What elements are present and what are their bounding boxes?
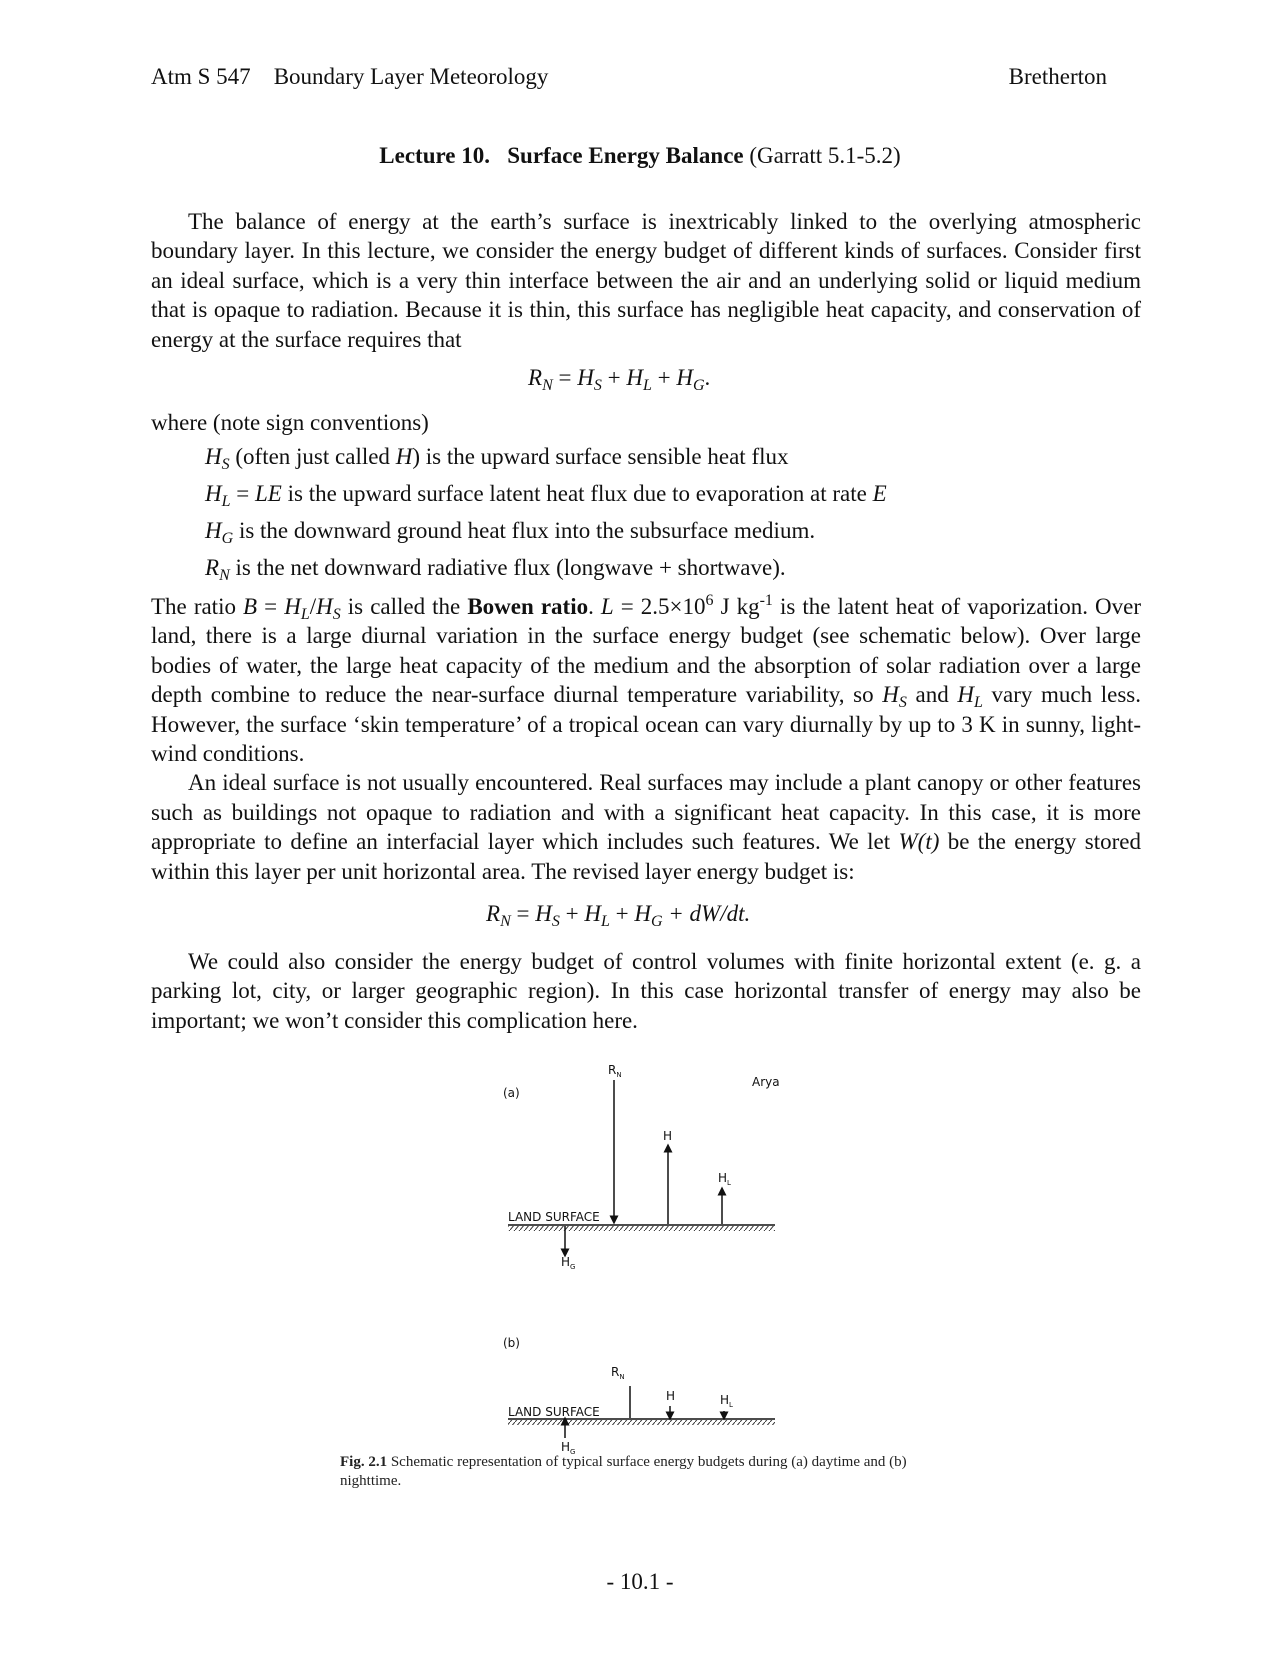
control-volume-paragraph: We could also consider the energy budget of control volumes with finite horizontal extent (e. g. a parking lot, city, or larger geographic region). In this case horizontal transfer of energy may also be important; we won’t consider this complication here. <box>151 949 1141 1033</box>
bowen-paragraph: The ratio $B = H_L/H_S$ is called the Bowen ratio. $L = 2.5\times 10^6$ J $kg^{-1}$ is the latent heat of vaporization. Over land, there is a large diurnal variation in the surface energy budget (see schematic below). Over large bodies of water, the large heat capacity of the medium and the absorption of solar radiation over a large depth combine to reduce the near-surface diurnal temperature variability, so $H_S$ and $H_L$ vary much less. However, the surface ‘skin temperature’ of a tropical ocean can vary diurnally by up to 3 K in sunny, light-wind conditions. An ideal surface is not usually encountered. Real surfaces may include a plant canopy or other features such as buildings not opaque to radiation and with a significant heat capacity. In this case, it is more appropriate to define an interfacial layer which includes such features. We let W(t) be the energy stored within this layer per unit horizontal area. The revised layer energy budget is: <box>151 592 1141 886</box>
ground-hatch-a <box>508 1226 775 1231</box>
lecture-number: Lecture 10. <box>379 143 490 168</box>
hg-label-b: $H_G$ <box>561 1440 576 1456</box>
course-code: Atm S 547 <box>151 64 251 89</box>
header-author: Bretherton <box>1008 64 1107 89</box>
course-title: Boundary Layer Meteorology <box>273 64 549 89</box>
hl-label-a: $H_L$ <box>718 1171 731 1187</box>
caption-text: Schematic representation of typical surface energy budgets during (a) daytime and (b) nighttime. <box>340 1454 907 1489</box>
panel-a-label: (a) <box>503 1086 520 1100</box>
land-surface-label-b: LAND SURFACE <box>508 1405 600 1419</box>
definition-rn: $R_N$ is the net downward radiative flux (longwave + shortwave). <box>205 555 786 584</box>
equation-layer-balance: $R_N = H_S + H_L + H_G + dW/dt$. <box>486 901 751 930</box>
panel-b-label: (b) <box>503 1336 520 1350</box>
h-label-a: H <box>663 1129 673 1143</box>
bowen-ratio-term: Bowen ratio <box>467 594 589 619</box>
ideal-surface-paragraph: An ideal surface is not usually encountered. Real surfaces may include a plant canopy or other features such as buildings not opaque to radiation and with a significant heat capacity. In this case, it is more appropriate to define an interfacial layer which includes such features. We let W(t) be the energy stored within this layer per unit horizontal area. The revised layer energy budget is: <box>151 770 1141 884</box>
equation-surface-balance: $R_N = H_S + H_L + H_G$. <box>528 365 711 394</box>
rn-label-a: $R_N$ <box>608 1063 622 1079</box>
land-surface-label-a: LAND SURFACE <box>508 1210 600 1224</box>
rn-label-b: $R_N$ <box>611 1365 625 1381</box>
h-label-b: H <box>666 1389 676 1403</box>
ground-hatch-b <box>508 1420 775 1425</box>
definition-hs: $H_S$ (often just called H) is the upward surface sensible heat flux <box>205 444 789 473</box>
figure-caption <box>340 1453 960 1491</box>
definition-hg: $H_G$ is the downward ground heat flux into the subsurface medium. <box>205 518 816 547</box>
figure-credit: Arya <box>752 1075 780 1089</box>
lecture-reference: (Garratt 5.1-5.2) <box>749 143 901 168</box>
intro-text: The balance of energy at the earth’s surface is inextricably linked to the overlying atmospheric boundary layer. In this lecture, we consider the energy budget of different kinds of surfaces. Consider first an ideal surface, which is a very thin interface between the air and an underlying solid or liquid medium that is opaque to radiation. Because it is thin, this surface has negligible heat capacity, and conservation of energy at the surface requires that <box>151 209 1141 352</box>
caption-label: Fig. 2.1 <box>340 1454 388 1470</box>
hg-label-a: $H_G$ <box>561 1255 576 1271</box>
lecture-topic: Surface Energy Balance <box>507 143 744 168</box>
page-number: - 10.1 - <box>606 1569 674 1594</box>
where-line: where (note sign conventions) <box>151 410 429 435</box>
definition-hl: $H_L$ = LE is the upward surface latent heat flux due to evaporation at rate E <box>205 481 887 510</box>
hl-label-b: $H_L$ <box>720 1393 733 1409</box>
